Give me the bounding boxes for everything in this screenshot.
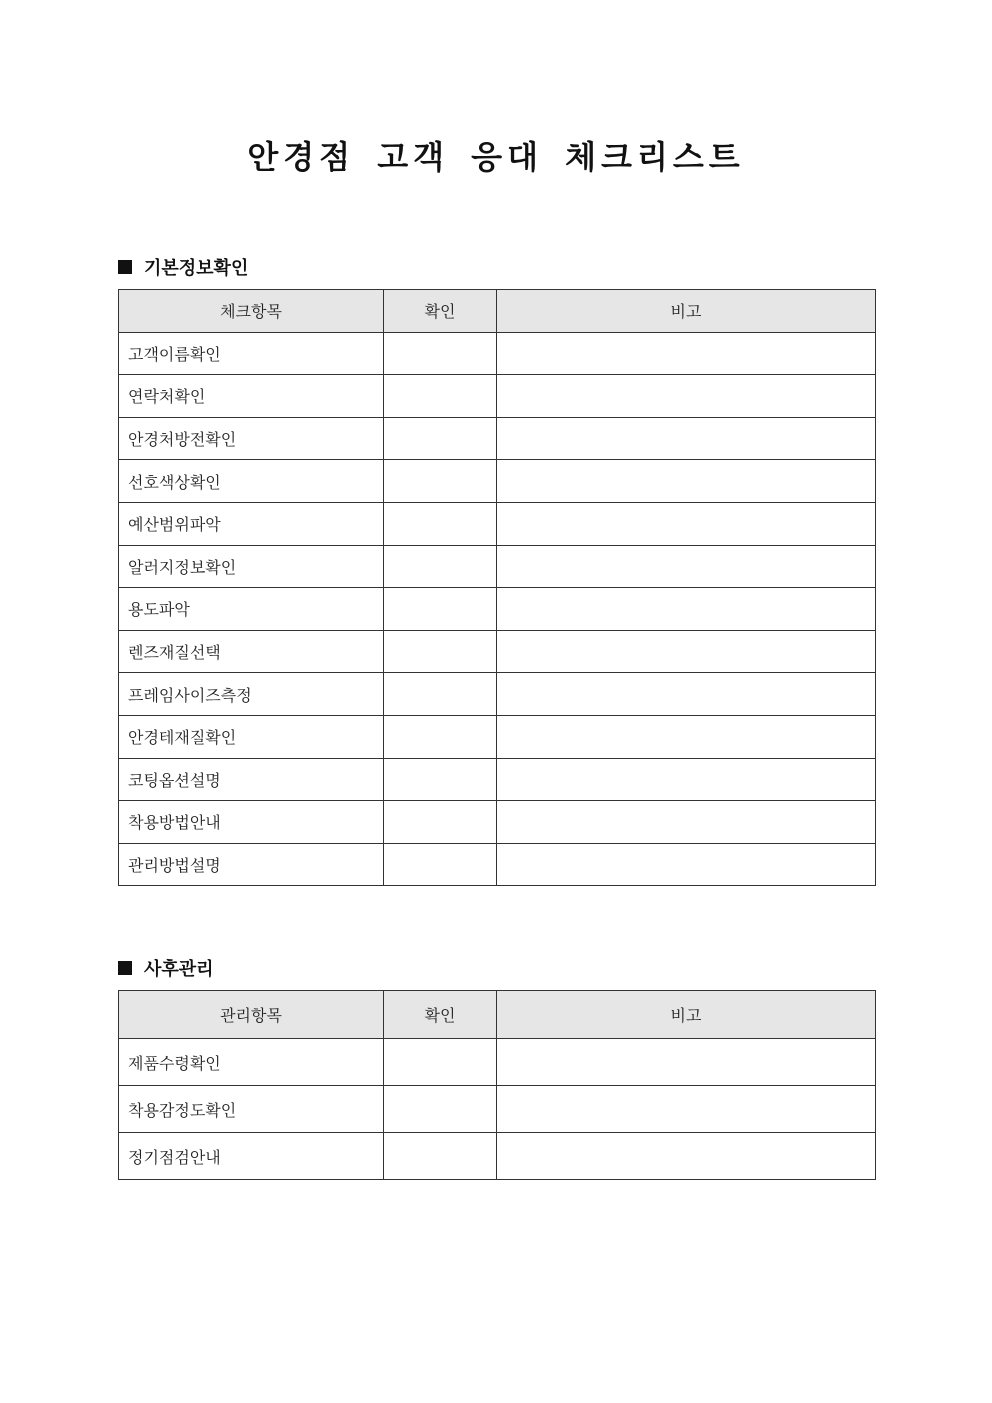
column-header-item: 체크항목 — [119, 290, 384, 333]
check-cell[interactable] — [384, 502, 497, 545]
note-cell[interactable] — [497, 545, 876, 588]
item-label: 코팅옵션설명 — [119, 758, 384, 801]
check-cell[interactable] — [384, 588, 497, 631]
note-cell[interactable] — [497, 630, 876, 673]
item-label: 알러지정보확인 — [119, 545, 384, 588]
check-cell[interactable] — [384, 375, 497, 418]
table-row — [119, 588, 876, 631]
item-label: 제품수령확인 — [119, 1039, 384, 1086]
item-label: 관리방법설명 — [119, 843, 384, 886]
note-cell[interactable] — [497, 1086, 876, 1133]
table-row — [119, 1039, 876, 1086]
check-cell[interactable] — [384, 332, 497, 375]
section-heading-label: 기본정보확인 — [144, 258, 249, 279]
item-label: 프레임사이즈측정 — [119, 673, 384, 716]
section-heading-basic-info — [118, 254, 248, 280]
table-row — [119, 1086, 876, 1133]
item-label: 고객이름확인 — [119, 332, 384, 375]
check-cell[interactable] — [384, 417, 497, 460]
item-label: 연락처확인 — [119, 375, 384, 418]
check-cell[interactable] — [384, 801, 497, 844]
check-cell[interactable] — [384, 460, 497, 503]
table-row — [119, 1133, 876, 1180]
check-cell[interactable] — [384, 758, 497, 801]
page-title: 안경점 고객 응대 체크리스트 — [247, 138, 745, 176]
table-row — [119, 375, 876, 418]
table-row — [119, 843, 876, 886]
table-row — [119, 502, 876, 545]
column-header-item: 관리항목 — [119, 991, 384, 1039]
table-row — [119, 758, 876, 801]
note-cell[interactable] — [497, 502, 876, 545]
item-label: 예산범위파악 — [119, 502, 384, 545]
item-label: 착용방법안내 — [119, 801, 384, 844]
table-row — [119, 715, 876, 758]
check-cell[interactable] — [384, 673, 497, 716]
table-row — [119, 630, 876, 673]
column-header-check: 확인 — [384, 290, 497, 333]
aftercare-checklist-table — [118, 990, 876, 1180]
note-cell[interactable] — [497, 843, 876, 886]
check-cell[interactable] — [384, 545, 497, 588]
square-bullet-icon — [118, 260, 132, 274]
table-row — [119, 332, 876, 375]
note-cell[interactable] — [497, 715, 876, 758]
note-cell[interactable] — [497, 673, 876, 716]
item-label: 안경처방전확인 — [119, 417, 384, 460]
square-bullet-icon — [118, 961, 132, 975]
table-row — [119, 673, 876, 716]
item-label: 안경테재질확인 — [119, 715, 384, 758]
table-header-row — [119, 290, 876, 333]
note-cell[interactable] — [497, 417, 876, 460]
table-row — [119, 801, 876, 844]
check-cell[interactable] — [384, 1086, 497, 1133]
table-row — [119, 545, 876, 588]
check-cell[interactable] — [384, 1133, 497, 1180]
column-header-check: 확인 — [384, 991, 497, 1039]
check-cell[interactable] — [384, 630, 497, 673]
item-label: 용도파악 — [119, 588, 384, 631]
table-row — [119, 460, 876, 503]
section-heading-aftercare — [118, 955, 214, 981]
note-cell[interactable] — [497, 588, 876, 631]
note-cell[interactable] — [497, 460, 876, 503]
check-cell[interactable] — [384, 715, 497, 758]
item-label: 렌즈재질선택 — [119, 630, 384, 673]
check-cell[interactable] — [384, 843, 497, 886]
note-cell[interactable] — [497, 758, 876, 801]
table-row — [119, 417, 876, 460]
item-label: 착용감정도확인 — [119, 1086, 384, 1133]
table-header-row — [119, 991, 876, 1039]
section-heading-label: 사후관리 — [144, 959, 214, 980]
note-cell[interactable] — [497, 375, 876, 418]
column-header-note: 비고 — [497, 290, 876, 333]
check-cell[interactable] — [384, 1039, 497, 1086]
note-cell[interactable] — [497, 332, 876, 375]
note-cell[interactable] — [497, 801, 876, 844]
note-cell[interactable] — [497, 1039, 876, 1086]
basic-info-checklist-table — [118, 289, 876, 886]
note-cell[interactable] — [497, 1133, 876, 1180]
column-header-note: 비고 — [497, 991, 876, 1039]
item-label: 선호색상확인 — [119, 460, 384, 503]
item-label: 정기점검안내 — [119, 1133, 384, 1180]
